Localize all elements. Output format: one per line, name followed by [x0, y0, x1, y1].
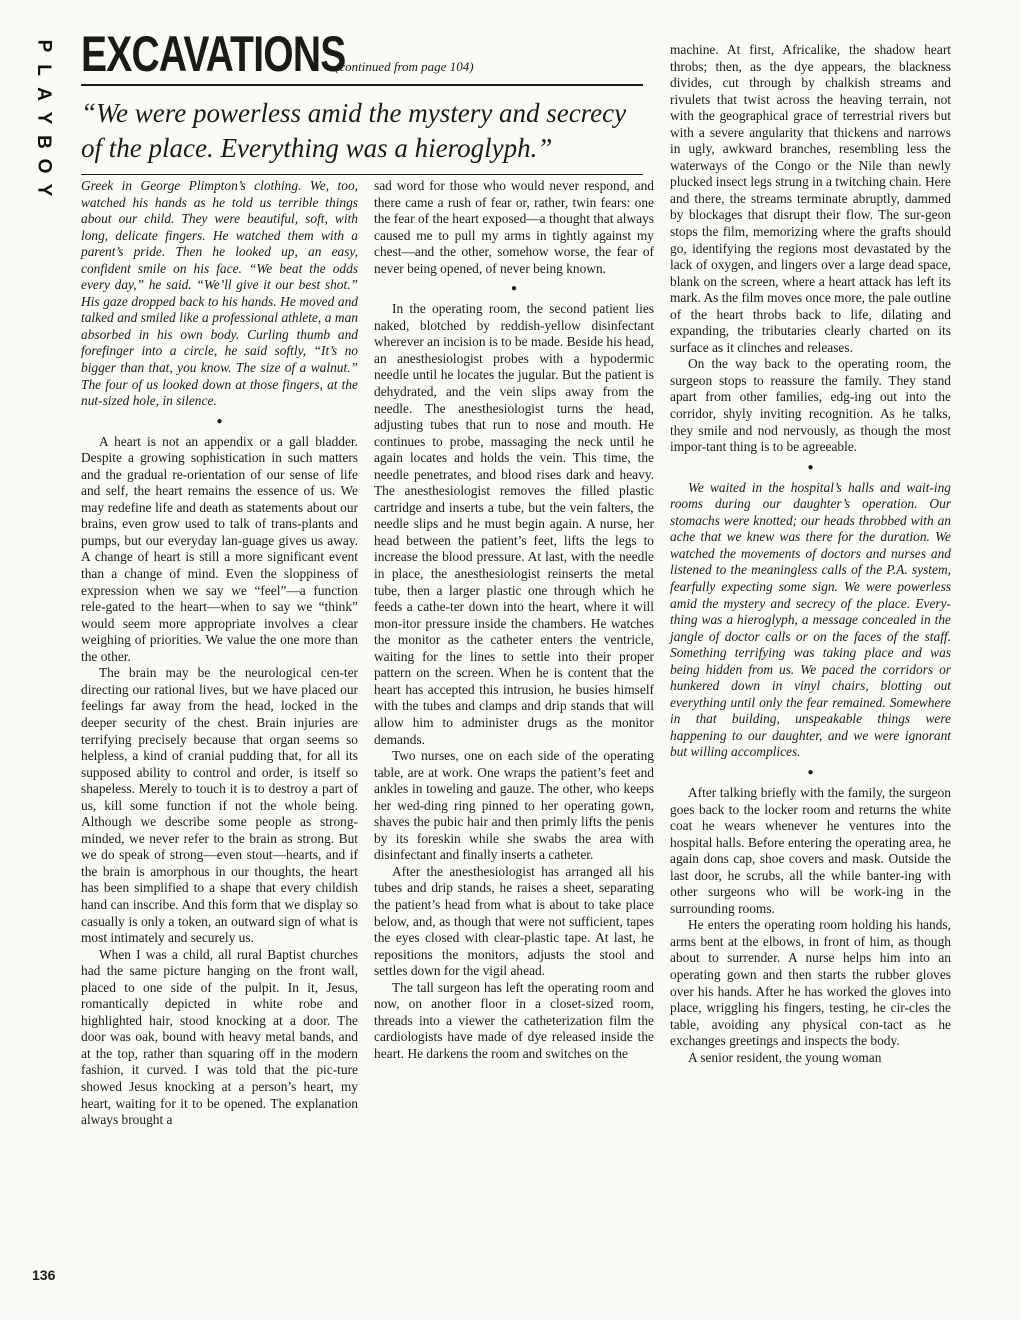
paragraph: On the way back to the operating room, the surgeon stops to reassure the family. They stand apart from other families, edg-ing out into the corridor, shyly inviting recognition. As he talks, they smile and nod nervously, as though the most impor-tant thing is to be agreeable.	[670, 356, 951, 455]
pull-quote: “We were powerless amid the mystery and secrecy of the place. Everything was a hieroglyph.”	[81, 98, 627, 163]
masthead-letter: Y	[33, 183, 54, 197]
article-header	[81, 26, 641, 175]
continued-note: (continued from page 104)	[335, 59, 474, 74]
article-title: EXCAVATIONS	[81, 26, 346, 82]
masthead-letter: L	[32, 64, 54, 76]
paragraph: sad word for those who would never respond, and there came a rush of fear or, rather, twin fears: one the fear of the heart exposed—a thought that always caused me to pull my arms in tightly against my chest—and the other, somehow worse, the fear of never being opened, of never being known.	[374, 178, 654, 276]
section-bullet: ●	[807, 461, 814, 473]
paragraph: Greek in George Plimpton’s clothing. We, too, watched his hands as he told us terrible things about our child. They were beautiful, soft, with long, delicate fingers. He watched them with a parent’s pride. Then he looked up, an easy, confident smile on his face. “We beat the odds every day,” he said. “We’ll give it our best shot.” His gaze dropped back to his hands. He moved and talked and smiled like a professional athlete, a man absorbed in his own body. Curling thumb and forefinger into a circle, he said softly, “It’s no bigger than that, you know. The size of a walnut.” The four of us looked down at those fingers, at the nut-sized hole, in silence.	[81, 178, 358, 409]
column-2	[374, 178, 654, 1062]
masthead-letter: P	[33, 39, 54, 53]
paragraph: After the anesthesiologist has arranged all his tubes and drip stands, he raises a sheet, separating the patient’s head from what is about to take place below, and, as though that were not sufficient, tapes the eyes closed with clear-plastic tape. At last, he repositions the monitors, adjusts the stool and settles down for the vigil ahead.	[374, 863, 654, 979]
masthead-letter: A	[32, 87, 54, 101]
section-bullet: ●	[216, 415, 223, 427]
masthead-letter: Y	[33, 111, 54, 125]
paragraph: When I was a child, all rural Baptist churches had the same picture hanging on the front wall, placed to one side of the pulpit. In it, Jesus, romantically depicted in white robe and highlighted hair, stood knocking at a door. The door was oak, bound with heavy metal bands, and at the top, rather than squaring off in the modern fashion, it curved. I was told that the pic-ture showed Jesus knocking at a person’s heart, my heart, waiting for it to be opened. The explanation always brought a	[81, 946, 358, 1128]
paragraph: The tall surgeon has left the operating room and now, on another floor in a closet-sized room, threads into a viewer the catheterization film the cardiologists have made of dye released inside the heart. He darkens the room and switches on the	[374, 979, 654, 1061]
masthead-letter: O	[33, 158, 54, 174]
paragraph: machine. At first, Africalike, the shadow heart throbs; then, as the dye appears, the blackness divides, cut through by chalkish streams and rivulets that twist across the heaving terrain, not with the geographical grace of terrestrial rivers but with a severe angularity that thickens and narrows in ugly, awkward branches, resembling less the waterways of the Congo or the Nile than newly plucked insect legs strung in a twitching chain. Here and there, the streams terminate abruptly, dammed by blockages that disrupt their flow. The sur-geon stops the film, memorizing where the grafts should go, identifying the regions most devastated by the lack of oxygen, and lingers over a large dead space, blank on the screen, where a heart attack has left its mark. As the film moves once more, the pale outline of the heart throbs back to life, dilating and expanding, the tributaries clearly charted on its surface as it clinches and releases.	[670, 42, 951, 355]
paragraph: We waited in the hospital’s halls and wait-ing rooms during our daughter’s operation. Our stomachs were knotted; our heads throbbed with an ache that we knew was there for the duration. We watched the movements of doctors and nurses and listened to the meaningless calls of the P.A. system, fearfully expecting some sign. We were powerless amid the mystery and secrecy of the place. Every-thing was a hieroglyph, a message concealed in the jangle of doctor calls or on the faces of the staff. Something terrifying was taking place and was being hidden from us. We paced the corridors or hunkered down in vinyl chairs, blotting out everything until only the fear remained. Somewhere in that building, unspeakable things were happening to our daughter, and we were ignorant but willing accomplices.	[670, 479, 951, 760]
masthead-side-label	[32, 34, 54, 202]
title-rule	[81, 84, 643, 86]
column-1	[81, 178, 358, 1129]
paragraph: After talking briefly with the family, the surgeon goes back to the locker room and returns the white coat he wears whenever he ventures into the hospital halls. Before entering the operating area, he again dons cap, shoe covers and mask. Outside the last door, he scrubs, all the while banter-ing with other surgeons who will be work-ing in the surrounding rooms.	[670, 784, 951, 916]
section-bullet: ●	[510, 283, 518, 295]
masthead-letter: B	[32, 135, 54, 149]
paragraph: He enters the operating room holding his hands, arms bent at the elbows, in front of him, as though about to surrender. A nurse helps him into an operating gown and then starts the rubber gloves over his hands. After he has worked the gloves into place, wriggling his fingers, testing, he cir-cles the table, avoiding any physical con-tact as he exchanges greetings and inspects the body.	[670, 917, 951, 1049]
section-bullet: ●	[807, 766, 814, 778]
page-number: 136	[32, 1267, 56, 1283]
paragraph: Two nurses, one on each side of the operating table, are at work. One wraps the patient’s feet and ankles in toweling and gauze. The other, who keeps her wed-ding ring pinned to her operating gown, shaves the pubic hair and then primly lifts the penis by its foreskin while she swabs the area with disinfectant and finally inserts a catheter.	[374, 748, 654, 863]
paragraph: A heart is not an appendix or a gall bladder. Despite a growing sophistication in such matters and the gradual re-orientation of our sense of life and self, the heart remains the essence of us. We may redefine life and death as statements about our brains, even grow used to talk of trans-plants and pumps, but our everyday lan-guage gives us away. A change of heart is still a more significant event than a change of mind. Even the sloppiness of expression when we say we “feel”—a function rele-gated to the heart—when to say we “think” would seem more appropriate involves a clear weighing of priorities. We value the one more than the other.	[81, 433, 358, 664]
paragraph: In the operating room, the second patient lies naked, blotched by reddish-yellow disinfectant wherever an incision is to be made. Beside his head, an anesthesiologist probes with a hypodermic needle until he locates the jugular. But the patient is dehydrated, and the vein slips away from the needle. The anesthesiologist turns the head, adjusting tubes that run to nose and mouth. He continues to probe, massaging the neck until he again locates and holds the vein. This time, the needle penetrates, and blood rises dark and heavy. The anesthesiologist removes the filled plastic cartridge and inserts a tube, but the vein falters, the needle slips and he must begin again. A nurse, her head between the patient’s feet, lifts the legs to increase the blood pressure. At last, with the needle in place, the anesthesiologist reinserts the metal tube, then a larger plastic one through which he feeds a cathe-ter down into the heart, where it will mon-itor pressure inside the chambers. He watches the monitor as the catheter enters the ventricle, waiting for the lines to settle into their proper pattern on the screen. When he is content that the heart has accepted this intrusion, he busies himself with the tubes and clamps and drip stands that will allow him to administer drugs as the monitor demands.	[374, 301, 655, 747]
paragraph: A senior resident, the young woman	[688, 1049, 882, 1065]
quote-rule	[81, 174, 643, 175]
paragraph: The brain may be the neurological cen-ter directing our rational lives, but we have placed our feelings far away from the head, locked in the deeper security of the chest. Brain injuries are terrifying precisely because that organ seems so helpless, a kind of cranial pudding that, for all its supposed ability to control and order, is itself so shapeless. Merely to touch it is to destroy a part of us, kill some function if not the whole being. Although we describe some people as strong-minded, we never refer to the brain as strong. But we do speak of strong—even stout—hearts, and if the brain is amorphous in our thoughts, the heart has been simplified to a shape that every childish hand can inscribe. And this form that we display so casually is only a token, an outward sign of what is most intimately and securely us.	[81, 665, 358, 946]
column-3	[670, 42, 951, 1066]
